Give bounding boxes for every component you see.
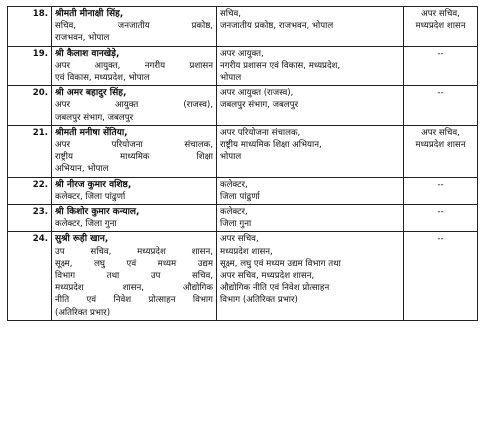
new-posting-line: जनजातीय प्रकोष्ठ, राजभवन, भोपाल [220, 21, 334, 32]
new-posting-line: भोपाल [220, 152, 242, 163]
new-posting-line: औद्योगिक नीति एवं निवेश प्रोत्साहन [220, 283, 330, 294]
additional-charge-line: -- [437, 207, 444, 218]
additional-charge-line: मध्यप्रदेश शासन [415, 140, 466, 151]
additional-charge-line: -- [437, 48, 444, 59]
new-posting-line: अपर परियोजना संचालक, [220, 127, 301, 138]
new-posting-cell [217, 46, 404, 86]
new-posting-cell [217, 125, 404, 177]
current-posting-line: नीति एवं निवेश प्रोत्साहन विभाग [55, 295, 213, 306]
new-posting-line: कलेक्टर, [220, 207, 248, 218]
additional-charge-cell [404, 177, 478, 204]
officer-name: श्रीमती मीनाक्षी सिंह, [55, 9, 124, 19]
serial-number: 18. [8, 7, 52, 47]
additional-charge-line: -- [437, 179, 444, 190]
table-row [8, 46, 478, 86]
new-posting-line: अपर सचिव, मध्यप्रदेश शासन, [220, 271, 315, 282]
current-posting-line: राष्ट्रीय माध्यमिक शिक्षा [55, 152, 213, 163]
current-posting-line: जबलपुर संभाग, जबलपुर [55, 112, 134, 123]
new-posting-line: भोपाल [220, 73, 242, 84]
current-posting-line: अपर आयुक्त, नगरीय प्रशासन [55, 60, 213, 71]
current-posting-line: एवं विकास, मध्यप्रदेश, भोपाल [55, 73, 150, 84]
additional-charge-cell [404, 232, 478, 320]
officer-cell [52, 232, 217, 320]
table-row [8, 7, 478, 47]
new-posting-line: अपर सचिव, [220, 234, 259, 245]
new-posting-cell [217, 177, 404, 204]
serial-number: 20. [8, 86, 52, 126]
officer-cell [52, 177, 217, 204]
officer-cell [52, 86, 217, 126]
additional-charge-cell [404, 86, 478, 126]
table-row [8, 232, 478, 320]
officer-cell [52, 125, 217, 177]
additional-charge-cell [404, 205, 478, 232]
table-row [8, 125, 478, 177]
additional-charge-cell [404, 125, 478, 177]
officer-cell [52, 46, 217, 86]
current-posting-line: अपर आयुक्त (राजस्व), [55, 100, 213, 111]
new-posting-line: जिला गुना [220, 219, 252, 230]
additional-charge-cell [404, 46, 478, 86]
additional-charge-line: -- [437, 234, 444, 245]
current-posting-line: (अतिरिक्त प्रभार) [55, 307, 111, 318]
new-posting-line: सूक्ष्म, लघु एवं मध्यम उद्यम विभाग तथा [220, 258, 341, 269]
serial-number: 23. [8, 205, 52, 232]
new-posting-cell [217, 86, 404, 126]
new-posting-line: कलेक्टर, [220, 179, 248, 190]
table-body [8, 7, 478, 321]
current-posting-line: कलेक्टर, जिला पांढुर्णा [55, 191, 126, 202]
current-posting-line: उप सचिव, मध्यप्रदेश शासन, [55, 246, 213, 257]
current-posting-line: विभाग तथा उप सचिव, [55, 271, 213, 282]
serial-number: 19. [8, 46, 52, 86]
new-posting-line: अपर आयुक्त, [220, 48, 264, 59]
table-row [8, 86, 478, 126]
serial-number: 22. [8, 177, 52, 204]
officer-name: श्री किशोर कुमार कन्याल, [55, 207, 140, 218]
new-posting-line: मध्यप्रदेश शासन, [220, 246, 273, 257]
officer-name: सुश्री रूही खान, [55, 234, 109, 245]
serial-number: 21. [8, 125, 52, 177]
new-posting-line: जबलपुर संभाग, जबलपुर [220, 100, 299, 111]
officer-name: श्री कैलाश वानखेड़े, [55, 48, 120, 59]
current-posting-line: अपर परियोजना संचालक, [55, 140, 213, 151]
new-posting-cell [217, 232, 404, 320]
current-posting-line: सचिव, जनजातीय प्रकोष्ठ, [55, 21, 213, 32]
current-posting-line: अभियान, भोपाल [55, 164, 109, 175]
new-posting-cell [217, 7, 404, 47]
new-posting-line: राष्ट्रीय माध्यमिक शिक्षा अभियान, [220, 140, 322, 151]
serial-number: 24. [8, 232, 52, 320]
officer-name: श्रीमती मनीषा सेंतिया, [55, 127, 128, 138]
officer-name: श्री नीरज कुमार वशिष्ठ, [55, 179, 132, 190]
current-posting-line: मध्यप्रदेश शासन, औद्योगिक [55, 283, 213, 294]
current-posting-line: राजभवन, भोपाल [55, 33, 110, 44]
current-posting-line: कलेक्टर, जिला गुना [55, 219, 117, 230]
new-posting-line: विभाग (अतिरिक्त प्रभार) [220, 295, 298, 306]
additional-charge-cell [404, 7, 478, 47]
table-row [8, 177, 478, 204]
additional-charge-line: अपर सचिव, [421, 127, 460, 138]
current-posting-line: सूक्ष्म, लघु एवं मध्यम उद्यम [55, 258, 213, 269]
officer-cell [52, 205, 217, 232]
officer-name: श्री अमर बहादुर सिंह, [55, 88, 127, 99]
officer-cell [52, 7, 217, 47]
additional-charge-line: मध्यप्रदेश शासन [415, 21, 466, 32]
table-row [8, 205, 478, 232]
transfer-order-table [7, 6, 478, 321]
new-posting-line: जिला पांढुर्णा [220, 191, 260, 202]
new-posting-line: नगरीय प्रशासन एवं विकास, मध्यप्रदेश, [220, 60, 341, 71]
additional-charge-line: -- [437, 88, 444, 99]
additional-charge-line: अपर सचिव, [421, 9, 460, 19]
new-posting-line: सचिव, [220, 9, 242, 19]
new-posting-line: अपर आयुक्त (राजस्व), [220, 88, 294, 99]
new-posting-cell [217, 205, 404, 232]
